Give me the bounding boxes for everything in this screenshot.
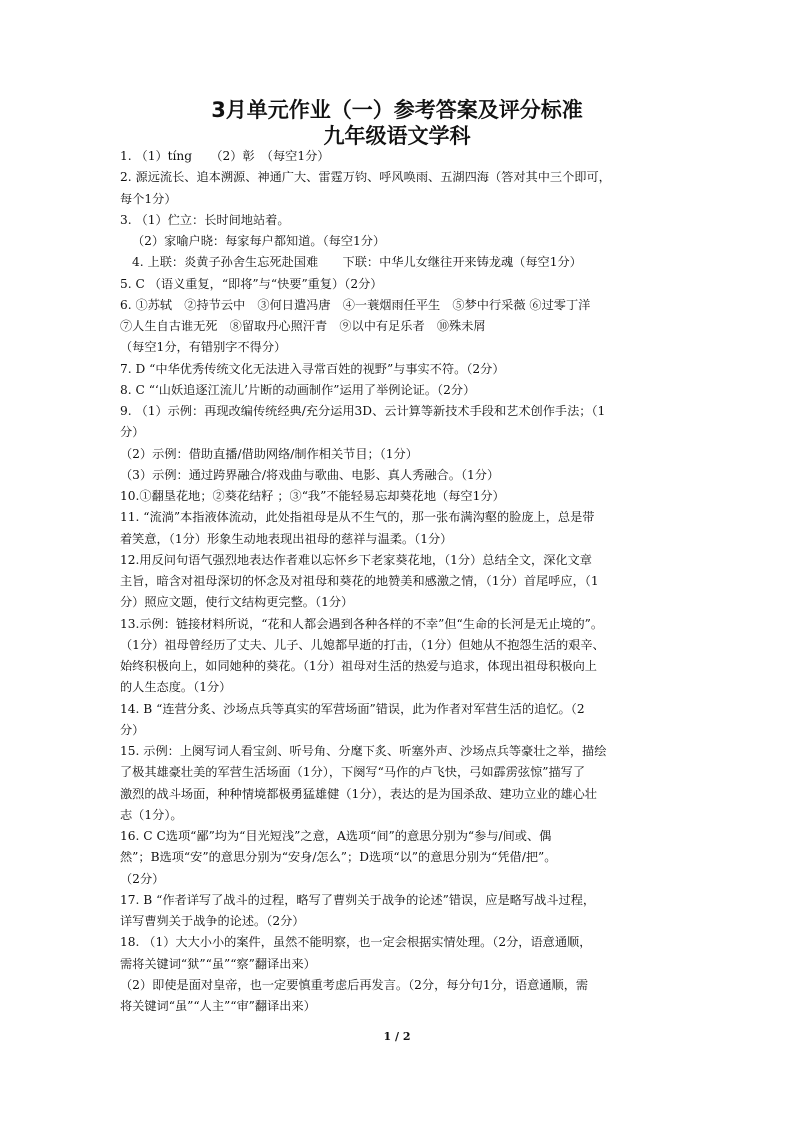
text-line: 4. 上联：炎黄子孙舍生忘死赴国难 下联：中华儿女继往开来铸龙魂（每空1分） <box>132 255 582 270</box>
text-line: 详写曹刿关于战争的论述。（2分） <box>120 914 305 928</box>
text-line: ⑦人生自古谁无死 ⑧留取丹心照汗青 ⑨以中有足乐者 ⑩殊未屑 <box>120 319 486 333</box>
text-line: 6. ①苏轼 ②持节云中 ③何日遣冯唐 ④一蓑烟雨任平生 ⑤梦中行采薇 ⑥过零丁洋 <box>120 297 591 312</box>
text-line: 2. 源远流长、追本溯源、神通广大、雷霆万钧、呼风唤雨、五湖四海（答对其中三个即可， <box>120 170 611 185</box>
text-line: 15. 示例：上阕写词人看宝剑、听号角、分麾下炙、听塞外声、沙场点兵等豪壮之举，描绘 <box>120 744 607 758</box>
document-title: 3月单元作业（一）参考答案及评分标准 <box>211 98 583 122</box>
text-line: 了极其雄豪壮美的军营生活场面（1分），下阕写“马作的卢飞快，弓如霹雳弦惊”描写了 <box>120 765 586 780</box>
text-line: 10.①翻垦花地；②葵花结籽 ；③“我”不能轻易忘却葵花地（每空1分） <box>120 489 505 503</box>
text-line: 然”；B选项“安”的意思分别为“安身/怎么”；D选项“以”的意思分别为“凭借/把”。 <box>120 850 557 865</box>
text-line: 7. D “中华优秀传统文化无法进入寻常百姓的视野”与事实不符。（2分） <box>120 361 505 376</box>
text-line: （2）示例：借助直播/借助网络/制作相关节目；（1分） <box>120 446 418 461</box>
document-subtitle: 九年级语文学科 <box>323 124 471 148</box>
text-line: 16. C C选项“鄙”均为“目光短浅”之意，A选项“间”的意思分别为“参与/间或、偶 <box>120 829 552 843</box>
text-line: 13.示例：链接材料所说，“花和人都会遇到各种各样的不幸”但“生命的长河是无止境的”。 <box>120 616 604 631</box>
text-line: 着笑意，（1分）形象生动地表现出祖母的慈祥与温柔。（1分） <box>120 531 453 546</box>
text-line: 8. C “‘山妖追逐江流儿’片断的动画制作”运用了举例论证。（2分） <box>120 382 476 397</box>
text-line: 分） <box>120 722 145 737</box>
text-line: 的人生态度。（1分） <box>120 680 232 695</box>
page-number: 1 / 2 <box>383 1030 411 1043</box>
text-line: 14. B “连营分炙、沙场点兵等真实的军营场面”错误，此为作者对军营生活的追忆。（2 <box>120 701 585 716</box>
text-line: 需将关键词“狱”“虽”“察”翻译出来） <box>120 956 316 971</box>
text-line: 9. （1）示例：再现改编传统经典/充分运用3D、云计算等新技术手段和艺术创作手法；（1 <box>120 404 606 418</box>
text-line: （每空1分，有错别字不得分） <box>120 340 287 355</box>
text-line: 18. （1）大大小小的案件，虽然不能明察，也一定会根据实情处理。（2分，语意通顺， <box>120 935 592 950</box>
text-line: 12.用反问句语气强烈地表达作者难以忘怀乡下老家葵花地，（1分）总结全文，深化文章 <box>120 552 592 567</box>
text-line: 3. （1）伫立：长时间地站着。 <box>120 212 290 227</box>
text-line: 每个1分） <box>120 191 177 206</box>
text-line: （1分）祖母曾经历了丈夫、儿子、儿媳都早逝的打击，（1分）但她从不抱怨生活的艰辛、 <box>120 637 605 652</box>
text-line: 志（1分）。 <box>120 807 183 822</box>
text-line: 激烈的战斗场面，种种情境都极勇猛雄健（1分），表达的是为国杀敌、建功立业的雄心壮 <box>120 786 597 801</box>
text-line: 将关键词“虽”“人主”“审”翻译出来） <box>120 999 316 1013</box>
text-line: 17. B “作者详写了战斗的过程，略写了曹刿关于战争的论述”错误，应是略写战斗过程， <box>120 892 596 907</box>
answer-content <box>120 146 678 1017</box>
text-line: 主旨，暗含对祖母深切的怀念及对祖母和葵花的地赞美和感激之情，（1分）首尾呼应，（1 <box>120 574 599 588</box>
text-line: 分）照应文题，使行文结构更完整。（1分） <box>120 595 354 610</box>
text-line: 11. “流淌”本指液体流动，此处指祖母是从不生气的，那一张布满沟壑的脸庞上，总是带 <box>120 510 595 525</box>
text-line: （2）家喻户晓：每家每户都知道。（每空1分） <box>132 234 386 248</box>
text-line: （3）示例：通过跨界融合/将戏曲与歌曲、电影、真人秀融合。（1分） <box>120 467 500 482</box>
text-line: （2）即使是面对皇帝，也一定要慎重考虑后再发言。（2分，每分句1分，语意通顺，需 <box>120 977 589 992</box>
text-line: 1. （1）tíng （2）彰 （每空1分） <box>120 149 330 163</box>
text-line: 5. C （语义重复，“即将”与“快要”重复）（2分） <box>120 276 383 291</box>
text-line: 始终积极向上，如同她种的葵花。（1分）祖母对生活的热爱与追求，体现出祖母积极向上 <box>120 659 597 673</box>
text-line: 分） <box>120 425 145 440</box>
text-line: （2分） <box>120 871 165 886</box>
